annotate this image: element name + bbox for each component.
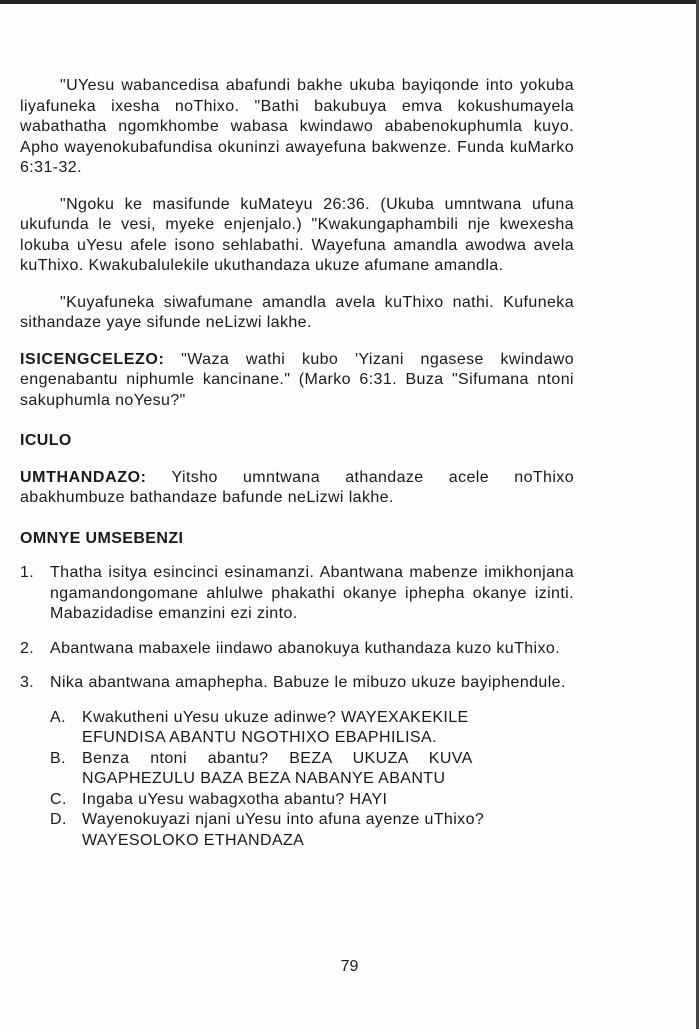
question-text: Benza ntoni abantu? BEZA UKUZA KUVA [82,749,473,767]
list-item [20,639,574,660]
list-number: 1. [20,564,35,581]
question-item [50,749,574,790]
question-letter: D. [50,811,67,828]
list-number: 2. [20,639,35,657]
omnye-umsebenzi-heading: OMNYE UMSEBENZI [20,529,184,547]
isicengcelezo-section [20,350,574,412]
list-text: Abantwana mabaxele iindawo abanokuya kuthandaza kuzo kuThixo. [50,639,561,657]
answer-text: WAYESOLOKO ETHANDAZA [82,831,305,849]
question-item [50,790,574,811]
answer-text: EFUNDISA ABANTU NGOTHIXO EBAPHILISA. [82,729,437,746]
paragraph-2: "Ngoku ke masifunde kuMateyu 26:36. (Ukuba umntwana ufuna ukufunda le vesi, myeke enjenjalo.) "Kwakungaphambili nje kwexesha lokuba uYesu afele isono sehlabathi. Wayefuna amandla awodwa avela kuThixo. Kwakubalulekile ukuthandaza ukuze afumane amandla. [20,195,574,274]
paragraph-3: "Kuyafuneka siwafumane amandla avela kuThixo nathi. Kufuneka sithandaze yaye sifunde neLizwi lakhe. [20,293,574,331]
question-list [50,708,574,852]
umthandazo-label: UMTHANDAZO: [20,468,147,486]
list-text: Thatha isitya esincinci esinamanzi. Abantwana mabenze imikhonjana ngamandongomane ahlulwe phakathi okanye iphepha okanye izinti. Mabazidadise emanzini ezi zinto. [50,564,574,622]
question-letter: C. [50,790,67,808]
umthandazo-section [20,468,574,509]
page-number: 79 [340,958,359,975]
top-border [0,0,699,4]
list-item [20,563,574,625]
question-text: Ingaba uYesu wabagxotha abantu? HAYI [82,790,388,808]
question-letter: A. [50,708,66,726]
question-item [50,708,574,749]
isicengcelezo-label: ISICENGCELEZO: [20,350,165,368]
isicengcelezo-text: "Waza wathi kubo 'Yizani ngasese kwindawo engenabantu niphumle kancinane." (Marko 6:31. Buza "Sifumana ntoni sakuphumla noYesu?" [20,350,574,409]
question-text: Wayenokuyazi njani uYesu into afuna ayenze uThixo? [82,811,485,828]
question-letter: B. [50,749,66,767]
umthandazo-text: Yitsho umntwana athandaze acele noThixo abakhumbuze bathandaze bafunde neLizwi lakhe. [20,468,574,506]
list-text: Nika abantwana amaphepha. Babuze le mibuzo ukuze bayiphendule. [50,674,566,691]
paragraph-1: "UYesu wabancedisa abafundi bakhe ukuba bayiqonde into yokuba liyafuneka ixesha noThixo. "Bathi bakubuya emva kokushumayela wabathatha ngomkhombe wabasa kwindawo ababenokuphumla kuyo. Apho wayenokubafundisa okuninzi awayefuna bakwenze. Funda kuMarko 6:31-32. [20,77,574,176]
answer-text: NGAPHEZULU BAZA BEZA NABANYE ABANTU [82,770,446,787]
question-text: Kwakutheni uYesu ukuze adinwe? WAYEXAKEKILE [82,708,469,726]
question-item [50,810,574,851]
iculo-heading: ICULO [20,432,72,449]
activity-list [20,563,574,851]
list-item [20,673,574,851]
page-content [20,76,574,865]
list-number: 3. [20,674,35,691]
